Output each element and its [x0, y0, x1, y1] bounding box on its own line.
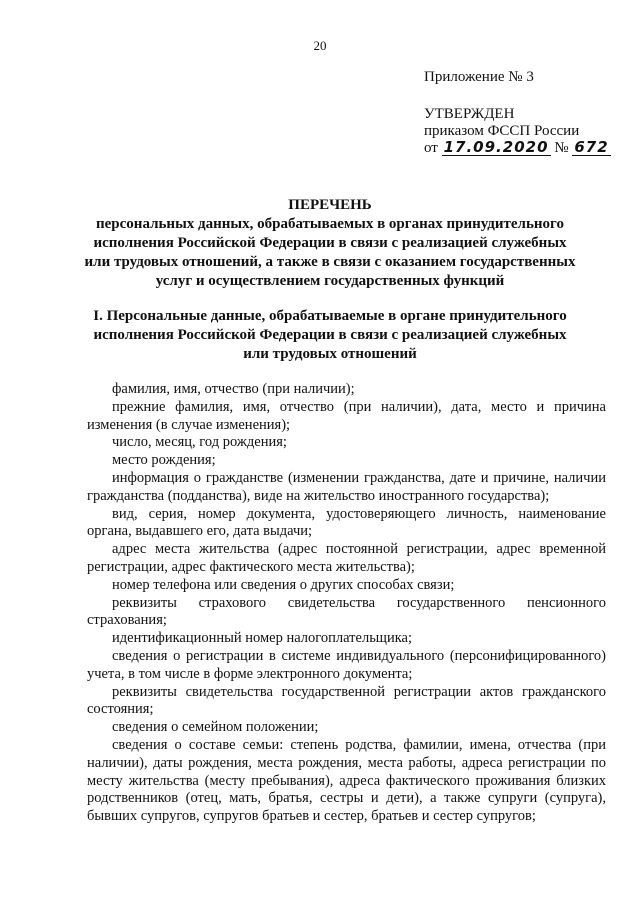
- number-label: №: [554, 140, 569, 156]
- order-date-line: [424, 140, 611, 157]
- section-line-3: или трудовых отношений: [243, 346, 417, 362]
- title-line-2: исполнения Российской Федерации в связи с реализацией служебных: [93, 235, 567, 251]
- list-item: вид, серия, номер документа, удостоверяющего личность, наименование органа, выдавшего его, дата выдачи;: [87, 505, 606, 540]
- section-line-2: исполнения Российской Федерации в связи с реализацией служебных: [93, 327, 567, 343]
- title-main: ПЕРЕЧЕНЬ: [288, 197, 372, 213]
- list-item: сведения о составе семьи: степень родства, фамилии, имена, отчества (при наличии), даты рождения, места рождения, места работы, адреса регистрации по месту жительства (месту пребывания), адреса фактического проживания близких родственников (отец, мать, братья, сестры и дети), а также супруги (супруга), бывших супругов, супругов братьев и сестер, братьев и сестер супругов;: [87, 736, 606, 825]
- handwritten-date: 17.09.2020: [443, 138, 549, 156]
- page-number: 20: [313, 38, 327, 53]
- section-line-1: I. Персональные данные, обрабатываемые в органе принудительного: [93, 308, 567, 324]
- list-item: номер телефона или сведения о других способах связи;: [112, 576, 455, 593]
- from-label: от: [424, 140, 438, 156]
- order-label: приказом ФССП России: [424, 123, 580, 139]
- approved-label: УТВЕРЖДЕН: [424, 106, 515, 122]
- approval-block: [424, 106, 611, 157]
- section-heading: [70, 307, 590, 364]
- list-item: идентификационный номер налогоплательщика;: [112, 630, 413, 647]
- list-item: реквизиты свидетельства государственной регистрации актов гражданского состояния;: [87, 683, 606, 718]
- title-line-3: или трудовых отношений, а также в связи с оказанием государственных: [84, 254, 576, 270]
- title-line-1: персональных данных, обрабатываемых в органах принудительного: [96, 216, 564, 232]
- appendix-label: Приложение № 3: [424, 69, 534, 85]
- list-item: информация о гражданстве (изменении гражданства, дате и причине, наличии гражданства (подданства), виде на жительство иностранного государства);: [87, 469, 606, 504]
- title-line-4: услуг и осуществлением государственных функций: [155, 273, 505, 289]
- list-item: место рождения;: [112, 452, 216, 469]
- list-item: адрес места жительства (адрес постоянной регистрации, адрес временной регистрации, адрес фактического места жительства);: [87, 541, 606, 575]
- document-title: [70, 196, 590, 291]
- list-item: сведения о регистрации в системе индивидуального (персонифицированного) учета, в том числе в форме электронного документа;: [87, 647, 606, 682]
- list-item: прежние фамилия, имя, отчество (при наличии), дата, место и причина изменения (в случае изменения);: [87, 398, 606, 433]
- personal-data-list: [87, 381, 606, 826]
- list-item: фамилия, имя, отчество (при наличии);: [112, 381, 355, 397]
- list-item: реквизиты страхового свидетельства государственного пенсионного страхования;: [87, 594, 606, 629]
- handwritten-number: 672: [574, 138, 609, 156]
- list-item: сведения о семейном положении;: [112, 719, 319, 736]
- list-item: число, месяц, год рождения;: [112, 434, 287, 451]
